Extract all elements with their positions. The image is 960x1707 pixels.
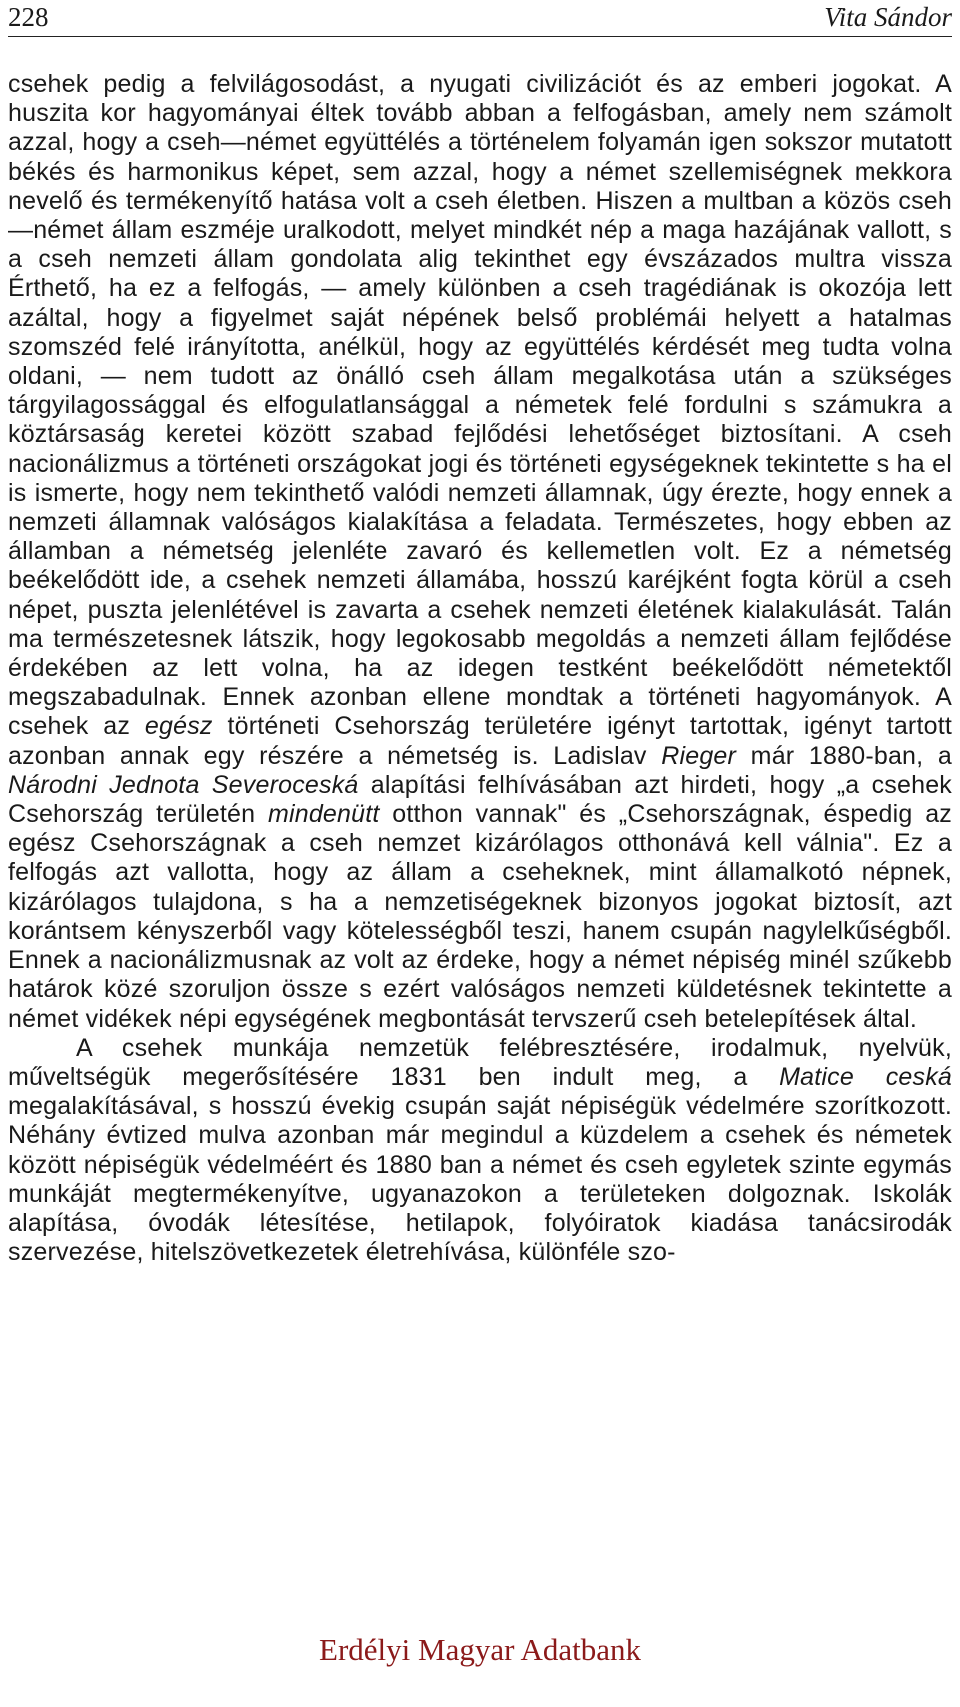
text-segment: A csehek munkája nemzetük felébresztésére, irodalmuk, nyelvük, műveltségük megerősítésére 1831 ben indult meg, a xyxy=(8,1033,952,1091)
running-title: Vita Sándor xyxy=(824,2,952,32)
page-number: 228 xyxy=(8,2,49,32)
text-segment: történeti Csehország területére igényt tartottak, igényt tartott azonban annak egy részére a németség is. Ladislav xyxy=(8,712,952,770)
emphasis-text: mindenütt xyxy=(267,800,380,829)
emphasis-text: egész xyxy=(144,712,213,741)
paragraph xyxy=(8,1034,952,1268)
emphasis-text: Národni Jednota Severoceská xyxy=(8,770,359,799)
body-text xyxy=(8,70,952,1267)
emphasis-text: Matice ceská xyxy=(779,1062,953,1091)
watermark: Erdélyi Magyar Adatbank xyxy=(319,1632,641,1667)
text-segment: otthon vannak" és „Csehországnak, éspedig az egész Csehországnak a cseh nemzet kizárólagos otthonává kell válnia". Ez a felfogás azt vallotta, hogy az állam a cseheknek, mint államalkotó népnek, kizárólagos tulajdona, s ha a nemzetiségeknek bizonyos jogokat biztosít, azt korántsem kényszerből vagy kötelességből teszi, hanem csupán nagylelkűségből. Ennek a nacionálizmusnak az volt az érdeke, hogy a német népiség minél szűkebb határok közé szoruljon össze s ezért valóságos nemzeti küldetésnek tekintette a német vidékek népi egységének megbontását tervszerű cseh betelepítések által. xyxy=(8,800,953,1033)
emphasis-text: Rieger xyxy=(661,741,737,770)
text-segment: már 1880-ban, a xyxy=(736,741,952,770)
paragraph-continued xyxy=(8,70,952,1034)
text-segment: csehek pedig a felvilágosodást, a nyugati civilizációt és az emberi jogokat. A huszita kor hagyományai éltek tovább abban a felfogásban, amely nem számolt azzal, hogy a cseh—német együttélés a történelem folyamán igen sokszor mutatott békés és harmonikus képet, sem azzal, hogy a német szellemiségnek mekkora nevelő és termékenyítő hatása volt a cseh életben. Hiszen a multban a közös cseh—német állam eszméje uralkodott, melyet mindkét nép a maga hazájának vallott, s a cseh nemzeti állam gondolata alig tekinthet egy évszázados multra vissza Érthető, ha ez a felfogás, — amely különben a cseh tragédiának is okozója lett azáltal, hogy a figyelmet saját népének belső problémái helyett a hatalmas szomszéd felé irányította, anélkül, hogy az együttélés kérdését meg tudta volna oldani, — nem tudott az önálló cseh állam megalkotása után a szükséges tárgyilagossággal és elfogulatlansággal a németek felé fordulni s számukra a köztársaság keretei között szabad fejlődési lehetőséget biztosítani. A cseh nacionálizmus a történeti országokat jogi és történeti egységeknek tekintette s ha el is ismerte, hogy nem tekinthető valódi nemzeti államnak, úgy érezte, hogy ennek a nemzeti államnak valóságos kialakítása a feladata. Természetes, hogy ebben az államban a németség jelenléte zavaró és kellemetlen volt. Ez a németség beékelődött ide, a csehek nemzeti államába, hosszú karéjként fogta körül a cseh népet, puszta jelenlétével is zavarta a csehek nemzeti életének kialakulását. Talán ma természetesnek látszik, hogy legokosabb megoldás a nemzeti állam fejlődése érdekében az lett volna, ha az idegen testként beékelődött németektől megszabadulnak. Ennek azonban ellene mondtak a történeti hagyományok. A csehek az xyxy=(8,70,952,741)
text-segment: megalakításával, s hosszú évekig csupán saját népiségük védelmére szorítkozott. Néhány évtized mulva azonban már megindul a küzdelem a csehek és németek között népiségük védelméért és 1880 ban a német és cseh egyletek szinte egymás munkáját megtermékenyítve, ugyanazokon a területeken dolgoznak. Iskolák alapítása, óvodák létesítése, hetilapok, folyóiratok kiadása tanácsirodák szervezése, hitelszövetkezetek életrehívása, különféle szo- xyxy=(8,1092,952,1267)
text-segment: alapítási felhívásában azt hirdeti, hogy „a csehek Csehország területén xyxy=(8,770,952,829)
page-header xyxy=(8,0,952,37)
